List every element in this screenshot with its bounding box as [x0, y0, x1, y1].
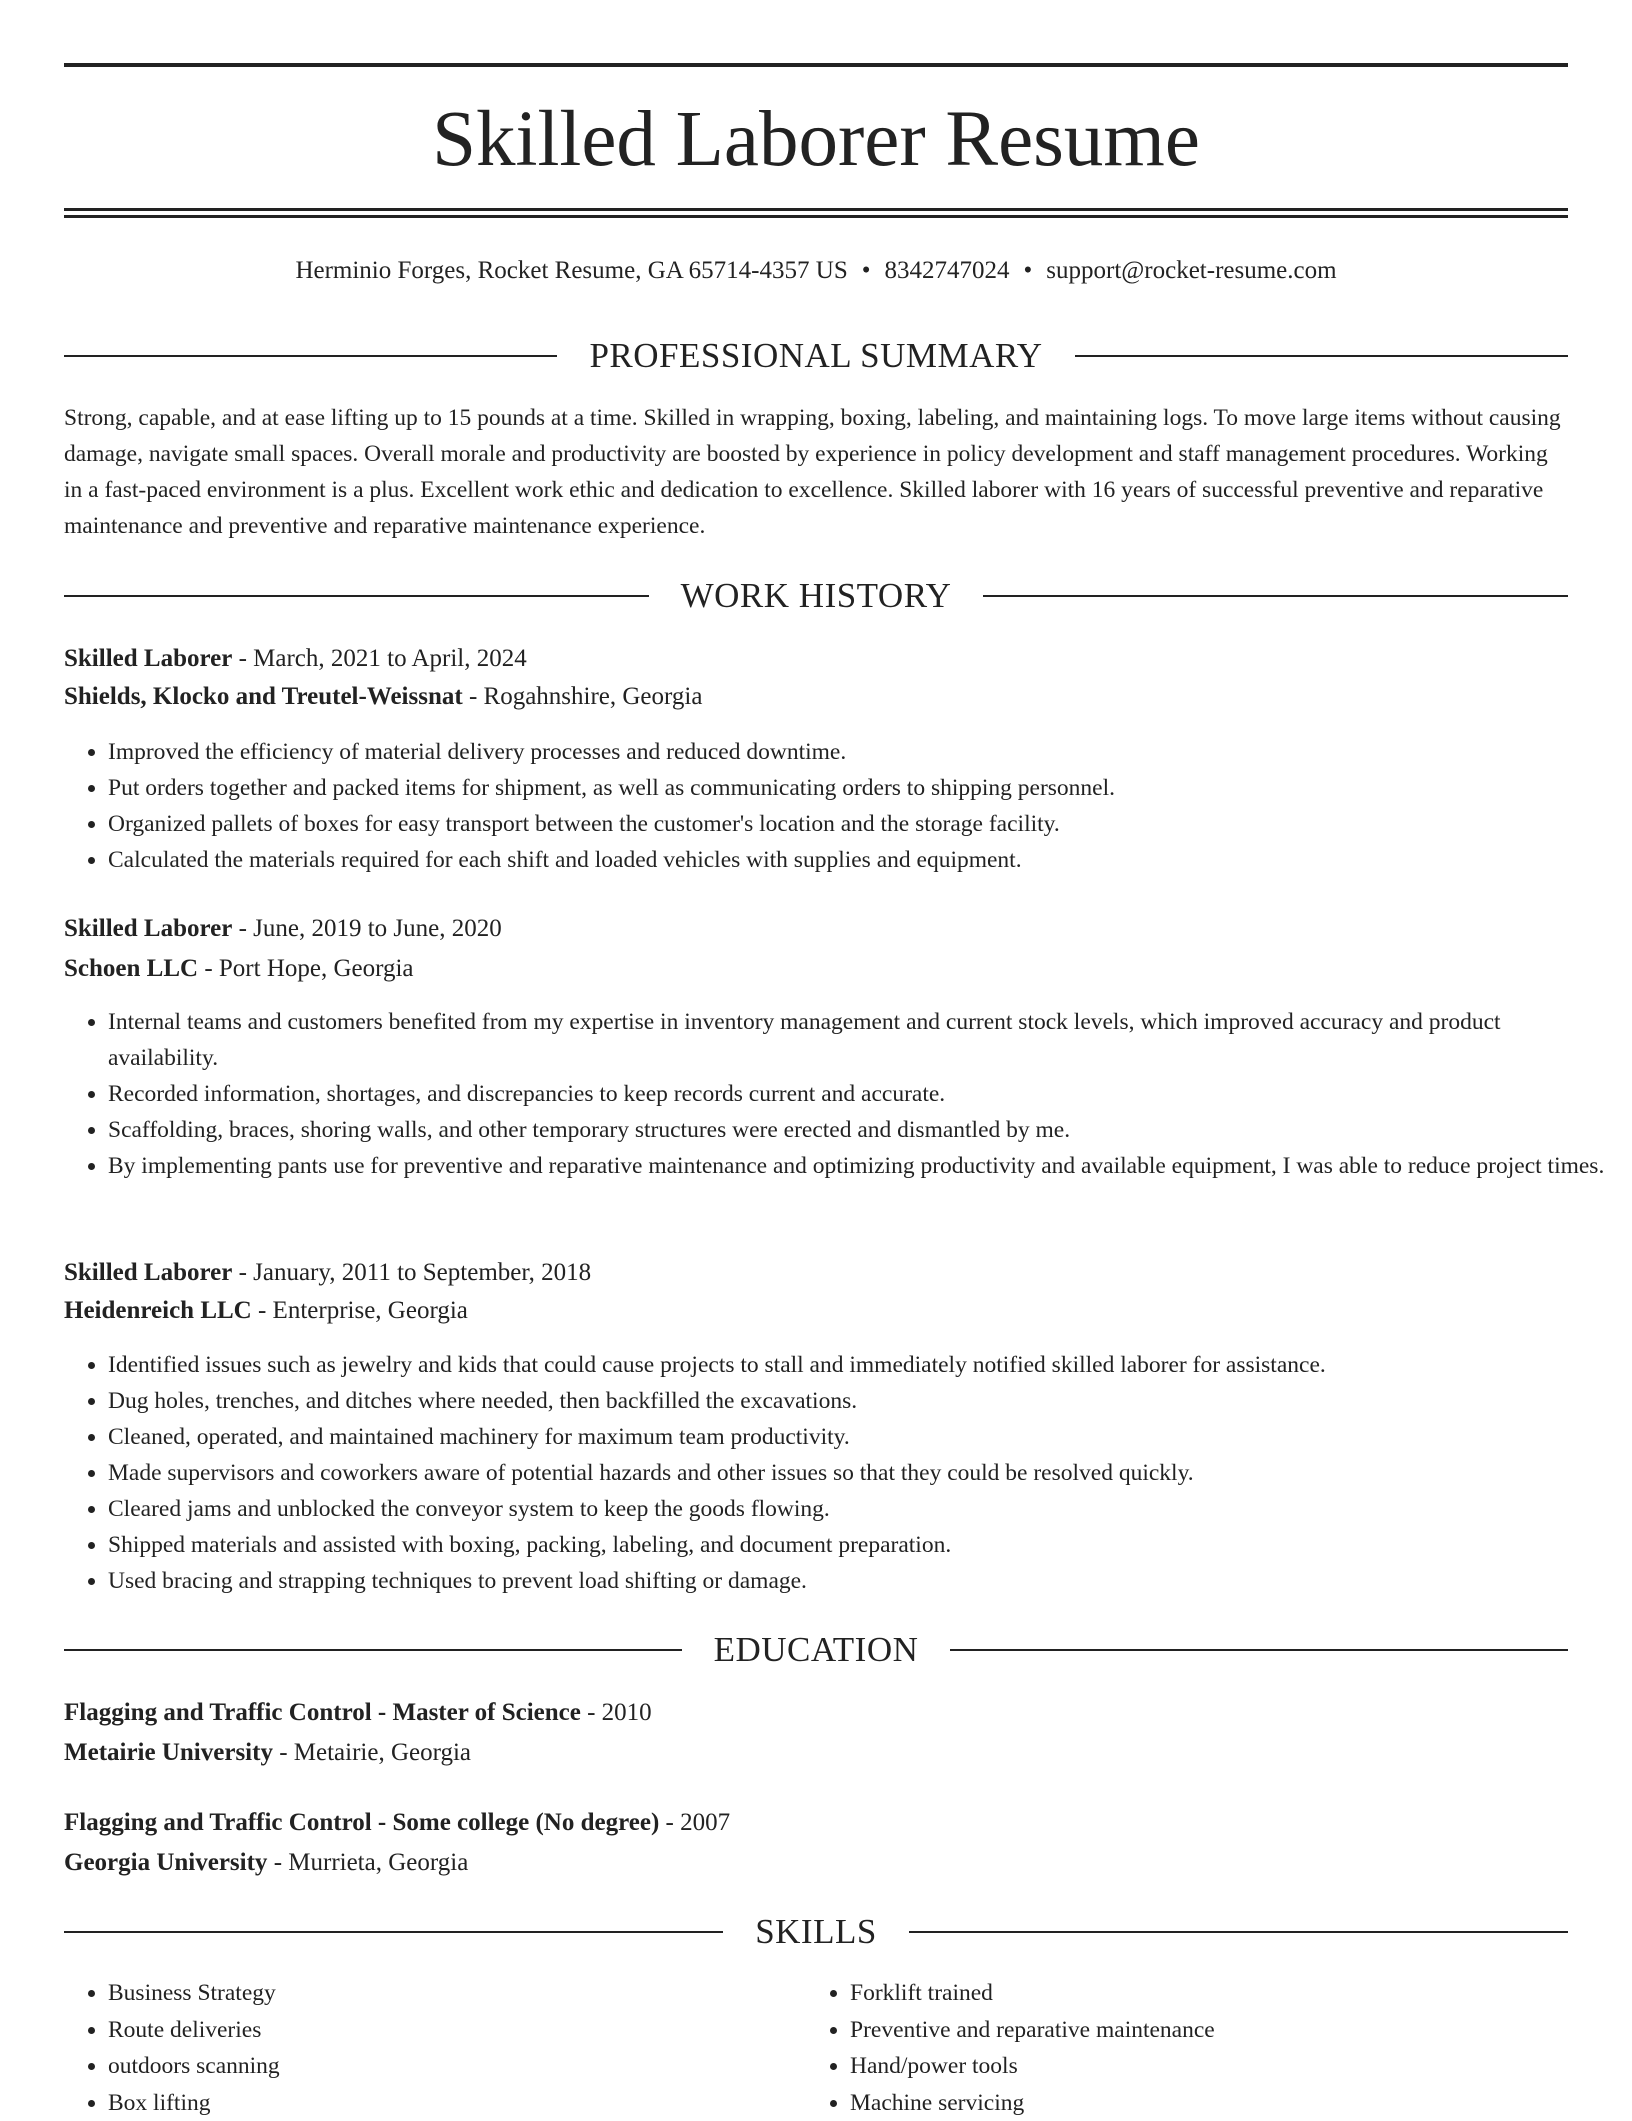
education-degree: Flagging and Traffic Control - Master of Science	[64, 1699, 581, 1726]
job-company-line	[64, 1293, 1568, 1329]
job-dates: - March, 2021 to April, 2024	[232, 645, 526, 672]
job-dates: - January, 2011 to September, 2018	[232, 1259, 591, 1286]
job-title-line	[64, 1255, 1568, 1291]
contact-email: support@rocket-resume.com	[1046, 257, 1336, 284]
job-title: Skilled Laborer	[64, 1259, 232, 1286]
list-item: • Used bracing and strapping techniques to prevent load shifting or damage.	[108, 1563, 1612, 1599]
skill-item: • Preventive and reparative maintenance	[850, 2012, 1610, 2049]
education-degree-line	[64, 1695, 1568, 1731]
heading-rule	[1075, 355, 1568, 357]
list-item: • Cleared jams and unblocked the conveyor system to keep the goods flowing.	[108, 1491, 1612, 1527]
skill-item: • Forklift trained	[850, 1975, 1610, 2012]
contact-line	[64, 254, 1568, 288]
skill-item: • Hand/power tools	[850, 2048, 1610, 2085]
list-item: • Improved the efficiency of material delivery processes and reduced downtime.	[108, 734, 1612, 770]
job-title-line	[64, 641, 1568, 677]
section-title: SKILLS	[723, 1910, 909, 1954]
education-year: - 2010	[581, 1699, 652, 1726]
contact-separator: •	[848, 257, 885, 284]
section-heading-skills	[64, 1910, 1568, 1954]
title-rule-upper	[64, 208, 1568, 211]
section-title: WORK HISTORY	[649, 574, 984, 618]
contact-phone: 8342747024	[885, 257, 1010, 284]
list-item: • Identified issues such as jewelry and kids that could cause projects to stall and immediately notified skilled laborer for assistance.	[108, 1347, 1612, 1383]
skills-list-left	[64, 1975, 808, 2121]
list-item: • Made supervisors and coworkers aware of potential hazards and other issues so that they could be resolved quickly.	[108, 1455, 1612, 1491]
job-company: Heidenreich LLC	[64, 1297, 252, 1324]
education-location: - Murrieta, Georgia	[267, 1849, 468, 1876]
job-title-line	[64, 911, 1568, 947]
title-rule-lower	[64, 215, 1568, 218]
job-location: - Enterprise, Georgia	[252, 1297, 468, 1324]
education-school: Metairie University	[64, 1739, 273, 1766]
list-item: • By implementing pants use for preventive and reparative maintenance and optimizing productivity and available equipment, I was able to reduce project times.	[108, 1148, 1612, 1184]
list-item: • Cleaned, operated, and maintained machinery for maximum team productivity.	[108, 1419, 1612, 1455]
job-company-line	[64, 951, 1568, 987]
list-item: • Internal teams and customers benefited from my expertise in inventory management and current stock levels, which improved accuracy and product availability.	[108, 1004, 1612, 1076]
heading-rule	[64, 1649, 682, 1651]
list-item: • Calculated the materials required for each shift and loaded vehicles with supplies and equipment.	[108, 842, 1612, 878]
heading-rule	[64, 355, 557, 357]
education-school-line	[64, 1845, 1568, 1881]
list-item: • Organized pallets of boxes for easy transport between the customer's location and the storage facility.	[108, 806, 1612, 842]
job-bullets	[64, 1347, 1612, 1599]
heading-rule	[64, 1931, 723, 1933]
education-degree: Flagging and Traffic Control - Some college (No degree)	[64, 1809, 659, 1836]
heading-rule	[909, 1931, 1568, 1933]
education-school-line	[64, 1735, 1568, 1771]
list-item: • Shipped materials and assisted with boxing, packing, labeling, and document preparation.	[108, 1527, 1612, 1563]
heading-rule	[983, 595, 1568, 597]
education-school: Georgia University	[64, 1849, 267, 1876]
heading-rule	[64, 595, 649, 597]
skill-item: • Machine servicing	[850, 2085, 1610, 2121]
job-company-line	[64, 679, 1568, 715]
job-bullets	[64, 734, 1612, 878]
job-location: - Rogahnshire, Georgia	[463, 683, 703, 710]
skill-item: • Route deliveries	[108, 2012, 808, 2049]
skills-list-right	[806, 1975, 1610, 2121]
summary-text: Strong, capable, and at ease lifting up to 15 pounds at a time. Skilled in wrapping, boxing, labeling, and maintaining logs. To move large items without causing damage, navigate small spaces. Overall morale and productivity are boosted by experience in policy development and staff management procedures. Working in a fast-paced environment is a plus. Excellent work ethic and dedication to excellence. Skilled laborer with 16 years of successful preventive and reparative maintenance and preventive and reparative maintenance experience.	[64, 400, 1568, 544]
list-item: • Put orders together and packed items for shipment, as well as communicating orders to shipping personnel.	[108, 770, 1612, 806]
skill-item: • Business Strategy	[108, 1975, 808, 2012]
job-title: Skilled Laborer	[64, 915, 232, 942]
job-location: - Port Hope, Georgia	[198, 955, 413, 982]
education-degree-line	[64, 1805, 1568, 1841]
job-dates: - June, 2019 to June, 2020	[232, 915, 501, 942]
top-rule	[64, 63, 1568, 67]
education-location: - Metairie, Georgia	[273, 1739, 471, 1766]
job-bullets	[64, 1004, 1612, 1184]
heading-rule	[950, 1649, 1568, 1651]
skill-item: • outdoors scanning	[108, 2048, 808, 2085]
education-year: - 2007	[659, 1809, 730, 1836]
list-item: • Scaffolding, braces, shoring walls, and other temporary structures were erected and dismantled by me.	[108, 1112, 1612, 1148]
contact-separator: •	[1010, 257, 1047, 284]
section-title: PROFESSIONAL SUMMARY	[557, 334, 1074, 378]
list-item: • Recorded information, shortages, and discrepancies to keep records current and accurate.	[108, 1076, 1612, 1112]
list-item: • Dug holes, trenches, and ditches where needed, then backfilled the excavations.	[108, 1383, 1612, 1419]
skill-item: • Box lifting	[108, 2085, 808, 2121]
job-company: Schoen LLC	[64, 955, 198, 982]
contact-address: Herminio Forges, Rocket Resume, GA 65714-4357 US	[295, 257, 847, 284]
job-company: Shields, Klocko and Treutel-Weissnat	[64, 683, 463, 710]
section-heading-summary	[64, 334, 1568, 378]
section-title: EDUCATION	[682, 1628, 951, 1672]
section-heading-work-history	[64, 574, 1568, 618]
job-title: Skilled Laborer	[64, 645, 232, 672]
section-heading-education	[64, 1628, 1568, 1672]
resume-title: Skilled Laborer Resume	[64, 90, 1568, 190]
